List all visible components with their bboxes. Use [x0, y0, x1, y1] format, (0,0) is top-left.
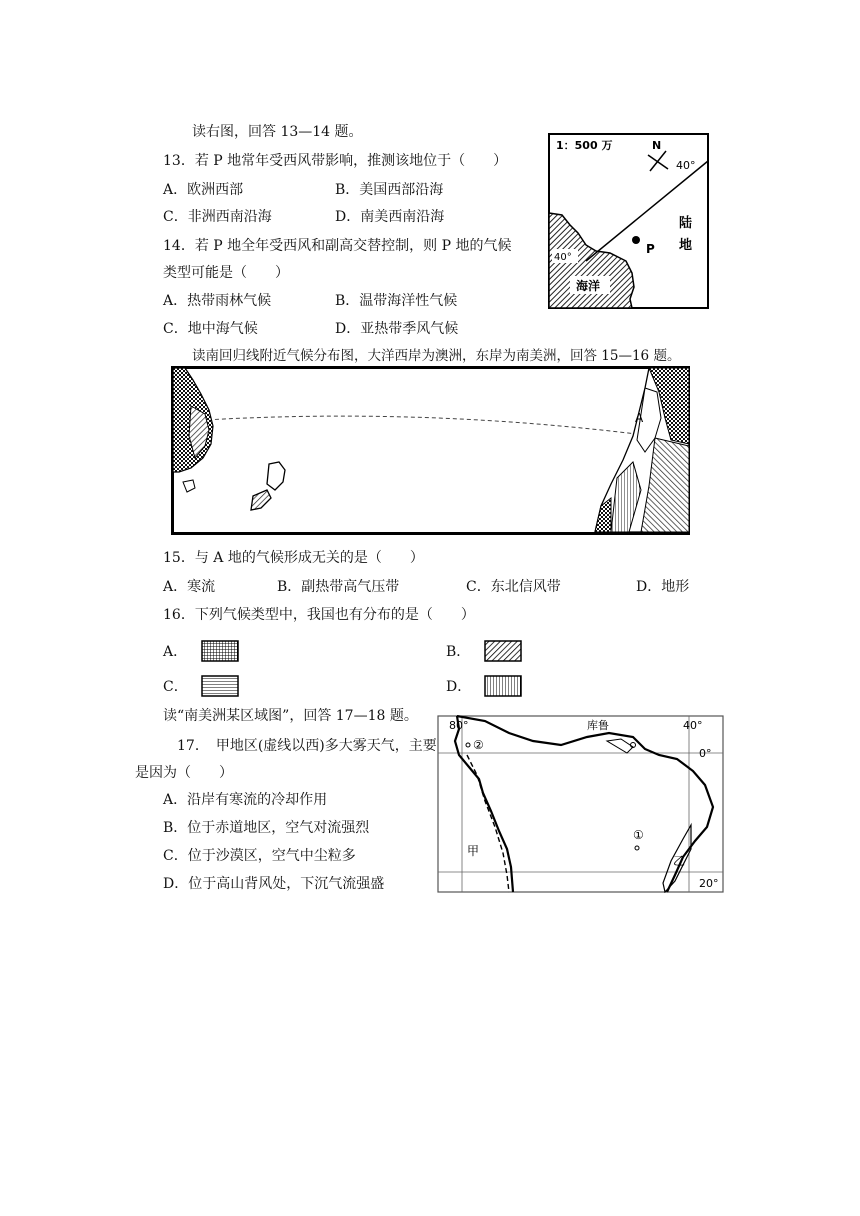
- q16-option-c[interactable]: C．: [163, 679, 188, 695]
- q14-stem-line1: 14．若 P 地全年受西风和副高交替控制，则 P 地的气候: [163, 238, 512, 254]
- q13-option-c[interactable]: C．非洲西南沿海: [163, 209, 272, 225]
- q13-option-d[interactable]: D．南美西南沿海: [335, 209, 445, 225]
- map1-north-label: N: [652, 139, 662, 152]
- q15-option-c[interactable]: C．东北信风带: [466, 579, 561, 595]
- map3-lon-80: 80°: [449, 719, 469, 732]
- q17-option-c[interactable]: C．位于沙漠区，空气中尘粒多: [163, 848, 356, 864]
- q14-option-c[interactable]: C．地中海气候: [163, 321, 258, 337]
- map2-label-a: A: [635, 411, 644, 425]
- map3-lat-0: 0°: [699, 747, 712, 760]
- q16-option-b[interactable]: B．: [446, 644, 471, 660]
- q17-option-d[interactable]: D．位于高山背风处，下沉气流强盛: [163, 876, 385, 892]
- map1-point-label: P: [646, 242, 655, 256]
- legend-grid-swatch: [201, 640, 239, 662]
- map3-jia: 甲: [467, 844, 480, 858]
- q14-option-a[interactable]: A．热带雨林气候: [163, 293, 272, 309]
- map1-land-label-2: 地: [679, 238, 693, 253]
- map-tropic-climate: [171, 366, 690, 535]
- map1-scale: 1：500 万: [556, 139, 613, 152]
- q15-stem: 15．与 A 地的气候形成无关的是（ ）: [163, 550, 424, 566]
- map3-lon-40: 40°: [683, 719, 703, 732]
- intro-17-18: 读“南美洲某区域图”，回答 17—18 题。: [163, 708, 418, 724]
- map-p-location: [548, 133, 710, 309]
- map3-mark-1: ①: [633, 828, 644, 842]
- map1-sea-label: 海洋: [576, 279, 601, 293]
- q15-option-d[interactable]: D．地形: [636, 579, 690, 595]
- q13-option-a[interactable]: A．欧洲西部: [163, 182, 244, 198]
- intro-15-16: 读南回归线附近气候分布图，大洋西岸为澳洲，东岸为南美洲，回答 15—16 题。: [192, 348, 681, 364]
- q15-option-a[interactable]: A．寒流: [163, 579, 216, 595]
- q13-option-b[interactable]: B．美国西部沿海: [335, 182, 444, 198]
- q17-option-b[interactable]: B．位于赤道地区，空气对流强烈: [163, 820, 370, 836]
- q14-stem-line2: 类型可能是（ ）: [163, 265, 289, 281]
- map1-lat-top: 40°: [676, 159, 696, 172]
- q16-stem: 16．下列气候类型中，我国也有分布的是（ ）: [163, 607, 475, 623]
- intro-13-14: 读右图，回答 13—14 题。: [192, 124, 363, 140]
- map1-land-label-1: 陆: [679, 216, 693, 231]
- legend-horizontal-swatch: [201, 675, 239, 697]
- map3-mark-2: ②: [473, 738, 484, 752]
- q14-option-b[interactable]: B．温带海洋性气候: [335, 293, 458, 309]
- q17-stem-line1: 17． 甲地区(虚线以西)多大雾天气，主要: [177, 738, 437, 754]
- legend-vertical-swatch: [484, 675, 522, 697]
- map1-lat-left: 40°: [554, 252, 572, 263]
- legend-diagonal-swatch: [484, 640, 522, 662]
- q17-stem-line2: 是因为（ ）: [135, 765, 233, 781]
- map-south-america-region: [437, 715, 724, 893]
- q16-option-d[interactable]: D．: [446, 679, 472, 695]
- q15-option-b[interactable]: B．副热带高气压带: [277, 579, 400, 595]
- q16-option-a[interactable]: A．: [163, 644, 188, 660]
- q14-option-d[interactable]: D．亚热带季风气候: [335, 321, 459, 337]
- map1-point-p: [632, 236, 640, 244]
- map3-yi: 乙: [673, 854, 686, 868]
- map3-lat-20: 20°: [699, 877, 719, 890]
- q17-option-a[interactable]: A．沿岸有寒流的冷却作用: [163, 792, 328, 808]
- map3-kulu: 库鲁: [587, 719, 609, 732]
- q13-stem: 13．若 P 地常年受西风带影响，推测该地位于（ ）: [163, 153, 508, 169]
